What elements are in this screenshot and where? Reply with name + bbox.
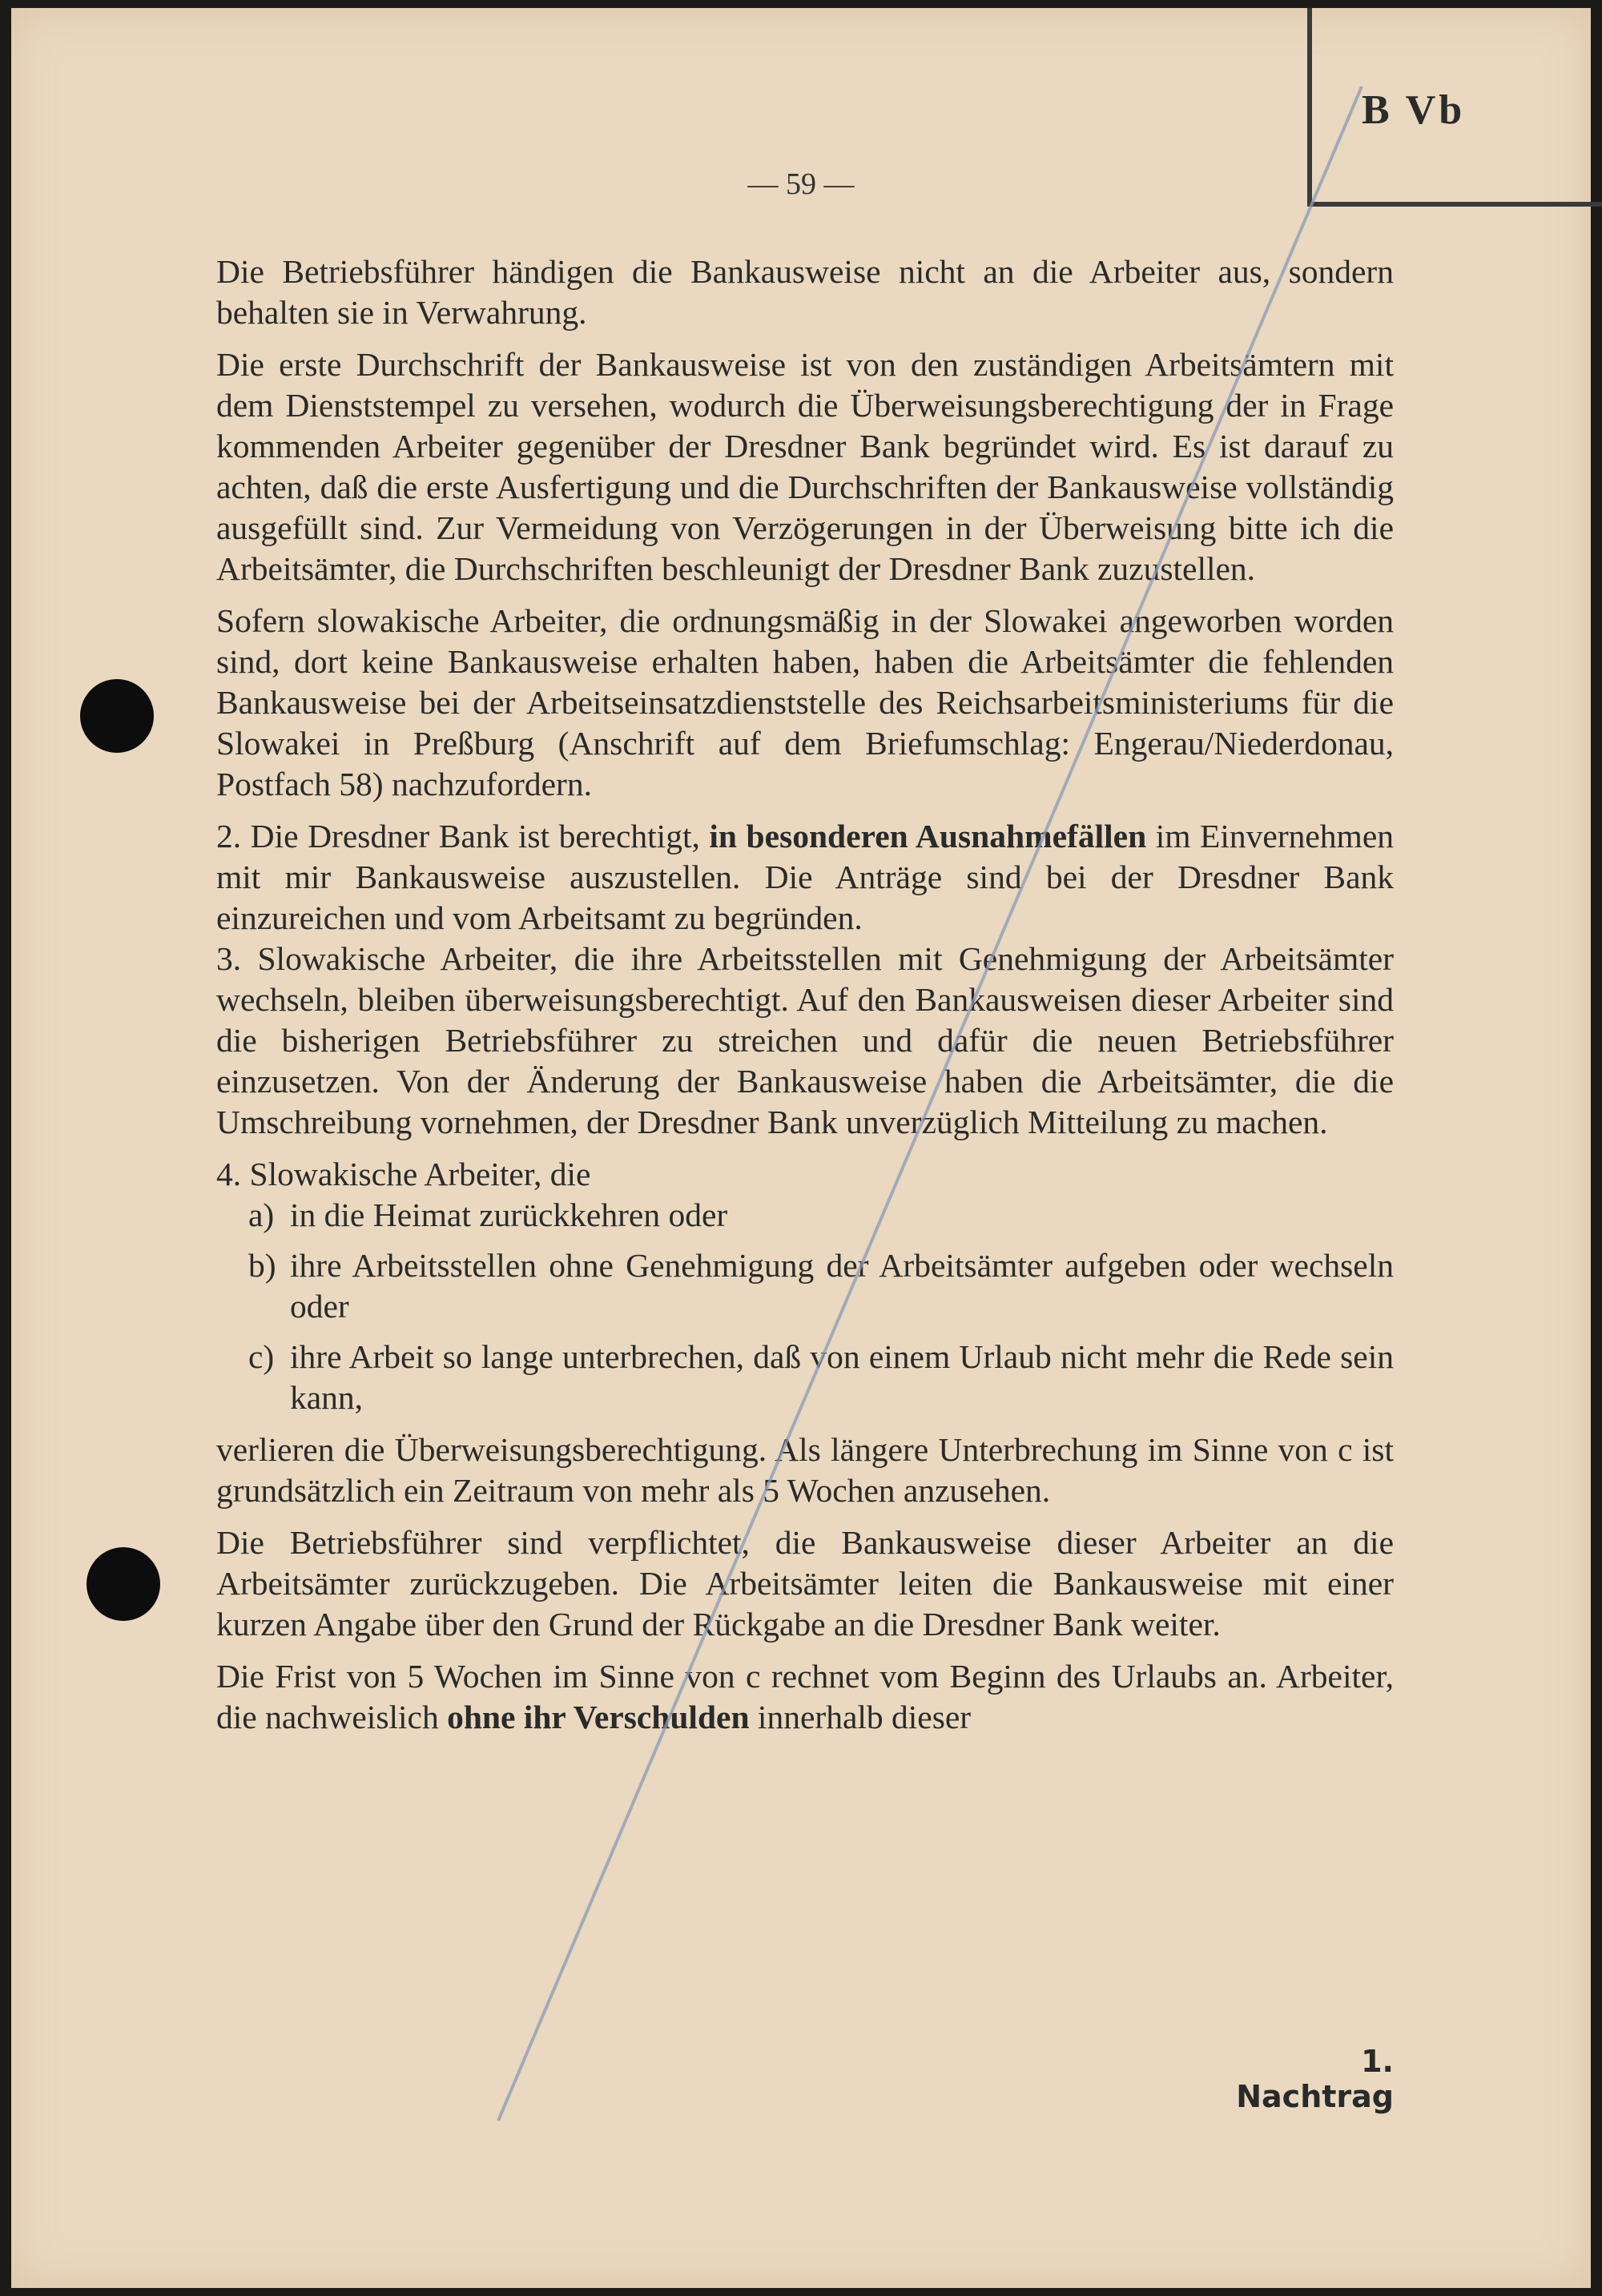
- paragraph-7: verlieren die Überweisungsberechtigung. Als längere Unterbrechung im Sinne von c ist grundsätzlich ein Zeitraum von mehr als 5 Wochen anzusehen.: [216, 1431, 1394, 1509]
- list-item-text: in die Heimat zurückkehren oder: [290, 1196, 728, 1233]
- paragraph-9-emphasis: ohne ihr Verschulden: [447, 1699, 750, 1735]
- paragraph-2: Die erste Durchschrift der Bankausweise ist von den zuständigen Arbeitsämtern mit dem Dienststempel zu versehen, wodurch die Überweisungsberechtigung der in Frage kommenden Arbeiter gegenüber der Dresdner Bank begründet wird. Es ist darauf zu achten, daß die erste Ausfertigung und die Durchschriften der Bankausweise vollständig ausgefüllt sind. Zur Vermeidung von Verzögerungen in der Überweisung bitte ich die Arbeitsämter, die Durchschriften beschleunigt der Dresdner Bank zuzustellen.: [216, 346, 1394, 587]
- paragraph-9-end: innerhalb dieser: [757, 1699, 972, 1735]
- paragraph-4-end: im Einvernehmen mit mir Bankausweise auszustellen. Die Anträge sind bei der Dresdner Bank einzureichen und vom Arbeitsamt zu begründen.: [216, 818, 1395, 936]
- paragraph-1: Die Betriebsführer händigen die Bankausweise nicht an die Arbeiter aus, sondern behalten sie in Verwahrung.: [216, 253, 1394, 331]
- paragraph-6-intro: 4. Slowakische Arbeiter, die: [216, 1156, 591, 1192]
- list-item-marker: c): [248, 1338, 275, 1375]
- list-item-marker: a): [248, 1196, 275, 1233]
- pencil-strike-line: [498, 86, 1362, 2121]
- paragraph-9-start: Die Frist von 5 Wochen im Sinne von c rechnet vom Beginn des Urlaubs an. Arbeiter, die nachweislich: [216, 1658, 1394, 1735]
- paragraph-8: Die Betriebsführer sind verpflichtet, die Bankausweise dieser Arbeiter an die Arbeitsämter zurückzugeben. Die Arbeitsämter leiten die Bankausweise mit einer kurzen Angabe über den Grund der Rückgabe an die Dresdner Bank weiter.: [216, 1524, 1394, 1643]
- paragraph-5: 3. Slowakische Arbeiter, die ihre Arbeitsstellen mit Genehmigung der Arbeitsämter wechseln, bleiben überweisungsberechtigt. Auf den Bankausweisen dieser Arbeiter sind die bisherigen Betriebsführer zu streichen und dafür die neuen Betriebsführer einzusetzen. Von der Änderung der Bankausweise haben die Arbeitsämter, die die Umschreibung vornehmen, der Dresdner Bank unverzüglich Mitteilung zu machen.: [216, 940, 1394, 1140]
- register-tab-label: B Vb: [1362, 87, 1466, 133]
- list-item-text: ihre Arbeitsstellen ohne Genehmigung der Arbeitsämter aufgeben oder wechseln oder: [290, 1247, 1394, 1325]
- supplement-label: 1. Nachtrag: [1236, 2044, 1394, 2114]
- list-item-text: ihre Arbeit so lange unterbrechen, daß von einem Urlaub nicht mehr die Rede sein kann,: [290, 1338, 1394, 1416]
- paragraph-4-emphasis: in besonderen Ausnahmefällen: [709, 818, 1147, 854]
- paragraph-4-start: 2. Die Dresdner Bank ist berechtigt,: [216, 818, 700, 854]
- list-item-marker: b): [248, 1247, 276, 1284]
- page-number: — 59 —: [747, 167, 855, 201]
- paragraph-3: Sofern slowakische Arbeiter, die ordnungsmäßig in der Slowakei angeworben worden sind, dort keine Bankausweise erhalten haben, haben die Arbeitsämter die fehlenden Bankausweise bei der Arbeitseinsatzdienststelle des Reichsarbeitsministeriums für die Slowakei in Preßburg (Anschrift auf dem Briefumschlag: Engerau/Niederdonau, Postfach 58) nachzufordern.: [216, 602, 1394, 802]
